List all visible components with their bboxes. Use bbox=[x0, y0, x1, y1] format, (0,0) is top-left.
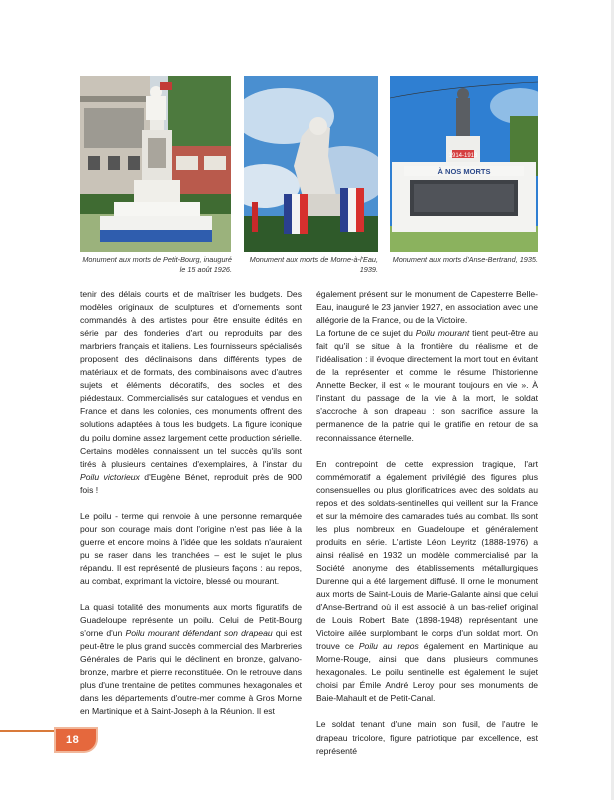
text-run: En contrepoint de cette expression tragique, l'art commémoratif a également privilégié des figures plus consensuelles ou plus glorificatrices avec des soldats au repos et des soldats-sentinelles qui veillent sur la France et sur la mémoire des camarades tués au combat. Ils sont les plus nombreux en Guadeloupe et généralement produits en série. L'artiste Léon Leyritz (1888-1976) a ainsi réalisé en 1932 un modèle commercialisé par la Société anonyme des établissements métallurgiques Durenne qui a été largement diffusé. Il orne le monument aux morts de Saint-Louis de Marie-Galante ainsi que celui d'Anse-Bertrand où il est associé à un bas-relief original de Louis Robert Bate (1898-1948) représentant une Victoire ailée surplombant le corps d'un soldat mort. On trouve ce bbox=[316, 458, 538, 652]
monument-photo-morne-a-leau bbox=[244, 76, 378, 252]
photo-caption-petit-bourg: Monument aux morts de Petit-Bourg, inauguré le 15 août 1926. bbox=[82, 255, 232, 274]
paragraph bbox=[316, 718, 538, 757]
text-run: d'Eugène Bénet, reproduit près de 900 fois ! bbox=[80, 471, 302, 495]
text-run: La fortune de ce sujet du bbox=[316, 328, 416, 339]
monument-photo-petit-bourg bbox=[80, 76, 231, 252]
text-run: La quasi totalité des monuments aux morts figuratifs de Guadeloupe représente un poilu. Celui de Petit-Bourg s'orne d'un bbox=[80, 602, 302, 639]
paragraph bbox=[316, 288, 538, 327]
italic-title: Poilu victorieux bbox=[80, 471, 140, 482]
text-run: Le soldat tenant d'une main son fusil, de l'autre le drapeau tricolore, figure patriotique par excellence, est représenté bbox=[316, 719, 538, 756]
left-text-column bbox=[80, 288, 302, 731]
photo-caption-anse-bertrand: Monument aux morts d'Anse-Bertrand, 1935. bbox=[392, 255, 538, 264]
paragraph bbox=[316, 458, 538, 706]
text-run: tenir des délais courts et de maîtriser les budgets. Des modèles originaux de sculptures et d'ornements sont commandés à des artistes pour être ensuite édités en série par des fonderies d'art ou reproduits par des marbriers français et italiens. Les fournisseurs spécialisés proposent des déclinaisons dans différents types de matériaux et de formats, des combinaisons avec d'autres sujets et éléments décoratifs, des socles et des piédestaux. Commercialisés sur catalogues et vendus en France et dans les colonies, ces monuments offrent des solutions adaptées à tous les budgets. La figure iconique du poilu domine assez largement cette production sérielle. Certains modèles connaissent un tel succès qu'ils sont tirés à plusieurs centaines d'exemplaires, à l'instar du bbox=[80, 289, 302, 469]
paragraph bbox=[80, 601, 302, 718]
page-number: 18 bbox=[66, 734, 80, 746]
text-run: également en Martinique au Morne-Rouge, ainsi que dans plusieurs communes hexagonales. Le poilu sentinelle est également le sujet choisi par Émile André Leroy pour ses monuments de Baie-Mahault et de Petit-Canal. bbox=[316, 641, 538, 704]
paragraph bbox=[316, 327, 538, 444]
paragraph bbox=[80, 288, 302, 497]
text-run: Le poilu - terme qui renvoie à une personne remarquée pour son courage mais dont l'origine n'est pas liée à la guerre et encore moins à l'idée que les soldats n'auraient pu se raser dans les tranchées – est le sujet le plus répandu. Il est représenté de plusieurs façons : au repos, au combat, exprimant la victoire, blessé ou mourant. bbox=[80, 510, 302, 586]
plaque-dates: 1914-1918 bbox=[448, 153, 478, 159]
text-run: qui est peut-être le plus grand succès commercial des Marbreries Générales de Paris qui le déclinent en bronze, galvano-bronze, marbre et pierre reconstituée. On le retrouve dans plus d'une trentaine de petites communes hexagonales et dans les départements d'outre-mer comme à Gros Morne en Martinique et à Saint-Joseph à la Réunion. Il est bbox=[80, 628, 302, 717]
italic-title: Poilu au repos bbox=[358, 641, 419, 652]
monument-photo-anse-bertrand bbox=[390, 76, 538, 252]
italic-title: Poilu mourant bbox=[415, 328, 470, 339]
text-run: tient peut-être au fait qu'il se situe à la frontière du réalisme et de l'idéalisation : il évoque directement la mort tout en évitant de la représenter et comme le résume l'historienne Annette Becker, il est « le mourant toujours en vie ». À l'instant du passage de la vie à la mort, le soldat s'accroche à son drapeau : son sacrifice assure la permanence de la patrie qui le gratifie en retour de sa reconnaissance éternelle. bbox=[316, 328, 538, 443]
right-text-column bbox=[316, 288, 538, 758]
plaque-inscription: À NOS MORTS bbox=[437, 167, 491, 176]
paragraph bbox=[80, 510, 302, 588]
italic-title: Poilu mourant défendant son drapeau bbox=[125, 628, 273, 639]
photo-caption-morne-a-leau: Monument aux morts de Morne-à-l'Eau, 1939. bbox=[249, 255, 378, 274]
text-run: également présent sur le monument de Capesterre Belle-Eau, inauguré le 23 janvier 1927, en association avec une allégorie de la France, ou de la Victoire. bbox=[316, 289, 538, 326]
